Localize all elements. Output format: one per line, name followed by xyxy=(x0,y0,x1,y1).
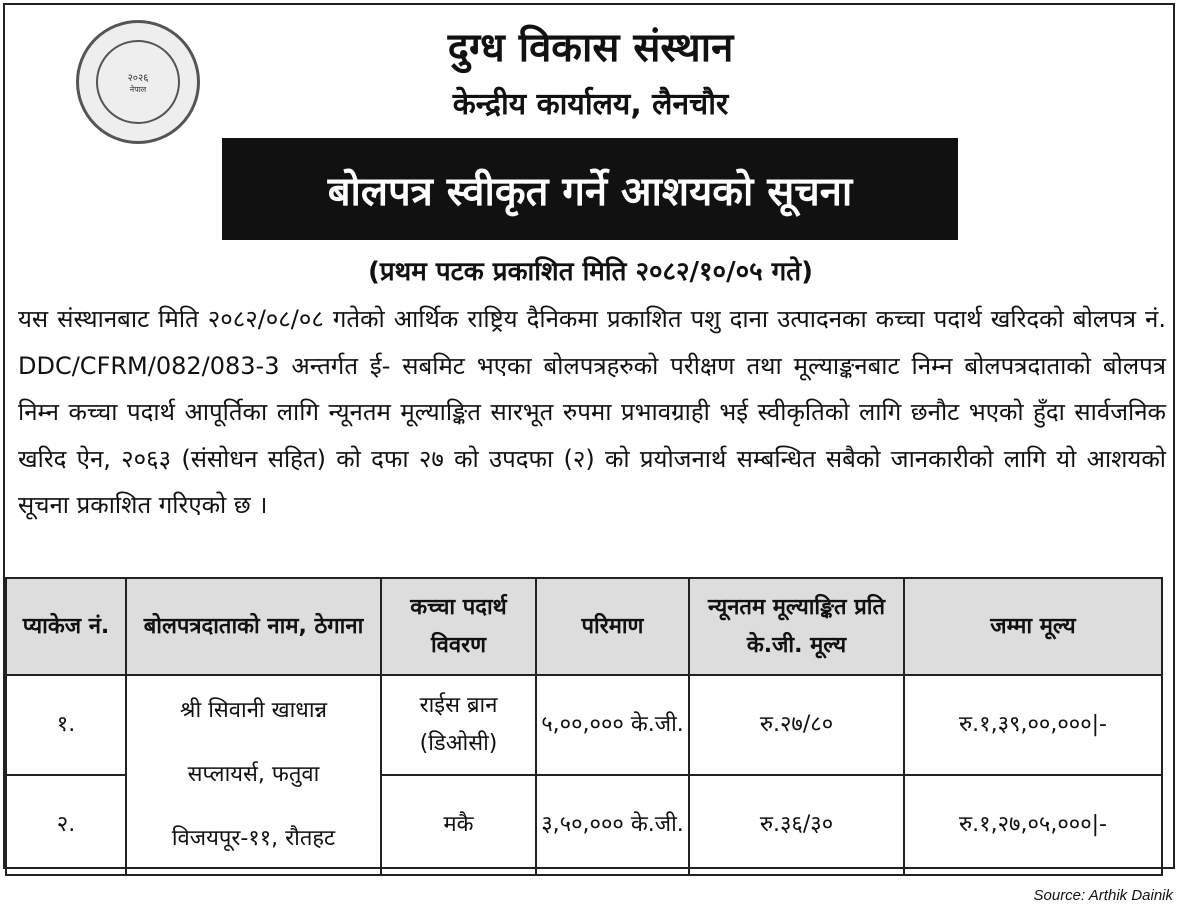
material: राईस ब्रान (डिओसी) xyxy=(381,675,536,775)
header-total: जम्मा मूल्य xyxy=(904,578,1162,675)
total-price: रु.१,२७,०५,०००|- xyxy=(904,775,1162,875)
unit-price: रु.२७/८० xyxy=(689,675,904,775)
header-bidder: बोलपत्रदाताको नाम, ठेगाना xyxy=(126,578,381,675)
office-subtitle: केन्द्रीय कार्यालय, लैनचौर xyxy=(452,87,729,122)
package-number: १. xyxy=(6,675,126,775)
publication-date: (प्रथम पटक प्रकाशित मिति २०८२/१०/०५ गते) xyxy=(368,257,813,287)
header-quantity: परिमाण xyxy=(536,578,689,675)
notice-banner: बोलपत्र स्वीकृत गर्ने आशयको सूचना xyxy=(222,138,958,240)
bidder-name: श्री सिवानी खाधान्न सप्लायर्स, फतुवा विजयपूर-११, रौतहट xyxy=(126,675,381,875)
logo-country: नेपाल xyxy=(129,84,147,94)
table-row xyxy=(6,675,1162,775)
header-unit-price: न्यूनतम मूल्याङ्कित प्रति के.जी. मूल्य xyxy=(689,578,904,675)
material: मकै xyxy=(381,775,536,875)
organization-title: दुग्ध विकास संस्थान xyxy=(447,25,734,71)
header-package: प्याकेज नं. xyxy=(6,578,126,675)
logo-year: २०२६ xyxy=(127,72,149,84)
source-credit: Source: Arthik Dainik xyxy=(1033,887,1173,904)
unit-price: रु.३६/३० xyxy=(689,775,904,875)
table-header-row xyxy=(6,578,1162,675)
award-table xyxy=(5,577,1163,876)
header-material: कच्चा पदार्थ विवरण xyxy=(381,578,536,675)
notice-paragraph: यस संस्थानबाट मिति २०८२/०८/०८ गतेको आर्थिक राष्ट्रिय दैनिकमा प्रकाशित पशु दाना उत्पादनका कच्चा पदार्थ खरिदको बोलपत्र नं. DDC/CFRM/082/083-3 अन्तर्गत ई- सबमिट भएका बोलपत्रहरुको परीक्षण तथा मूल्याङ्कनबाट निम्न बोलपत्रदाताको बोलपत्र निम्न कच्चा पदार्थ आपूर्तिका लागि न्यूनतम मूल्याङ्कित सारभूत रुपमा प्रभावग्राही भई स्वीकृतिको लागि छनौट भएको हुँदा सार्वजनिक खरिद ऐन, २०६३ (संसोधन सहित) को दफा २७ को उपदफा (२) को प्रयोजनार्थ सम्बन्धित सबैको जानकारीको लागि यो आशयको सूचना प्रकाशित गरिएको छ । xyxy=(18,305,1166,519)
total-price: रु.१,३९,००,०००|- xyxy=(904,675,1162,775)
package-number: २. xyxy=(6,775,126,875)
quantity: ५,००,००० के.जी. xyxy=(536,675,689,775)
quantity: ३,५०,००० के.जी. xyxy=(536,775,689,875)
